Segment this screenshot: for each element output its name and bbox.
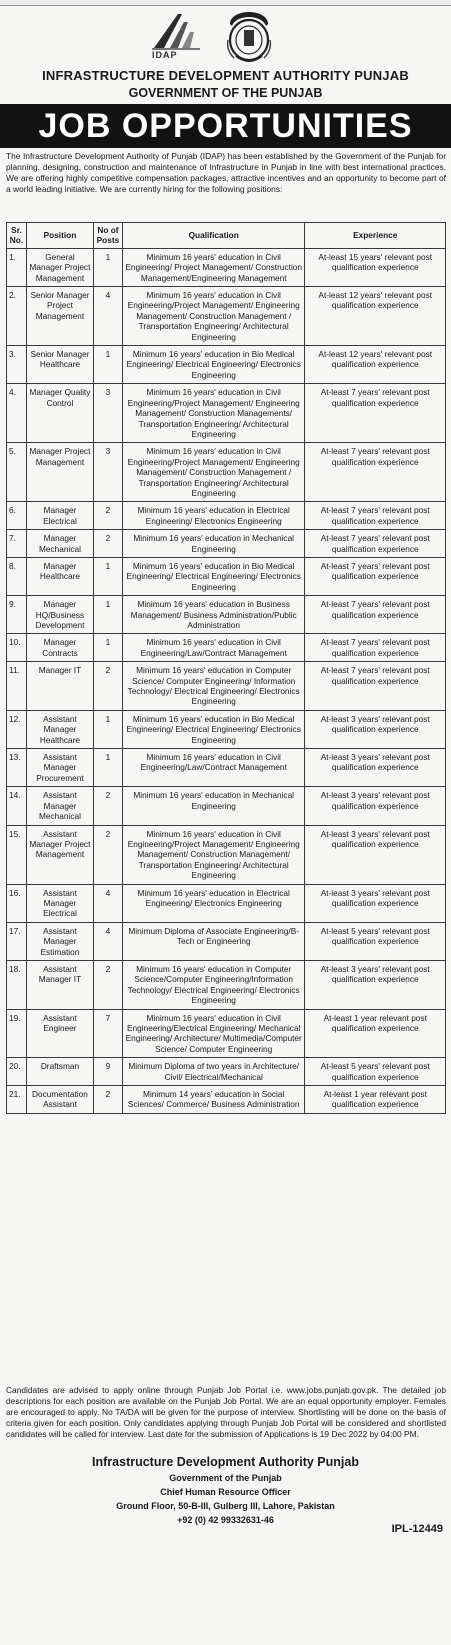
row-no-of-posts: 2 <box>93 1086 122 1114</box>
row-no-of-posts: 1 <box>93 634 122 662</box>
row-position: Assistant Engineer <box>26 1009 93 1058</box>
contact-organization: Infrastructure Development Authority Punjab <box>92 1455 359 1469</box>
table-row <box>7 662 446 711</box>
row-qualification: Minimum 16 years' education in Computer Science/Computer Engineering/Information Technology/ Electrical Engineering/ Electronics Engineering <box>122 960 305 1009</box>
row-experience: At-least 3 years' relevant post qualification experience <box>305 787 446 825</box>
row-experience: At-least 3 years' relevant post qualification experience <box>305 710 446 748</box>
row-qualification: Minimum 16 years' education in Electrical Engineering/ Electronics Engineering <box>122 502 305 530</box>
row-experience: At-least 7 years' relevant post qualification experience <box>305 384 446 443</box>
row-sr-no: 21. <box>7 1086 27 1114</box>
row-qualification: Minimum Diploma of Associate Engineering/B-Tech or Engineering <box>122 922 305 960</box>
table-row <box>7 634 446 662</box>
row-position: Assistant Manager Procurement <box>26 749 93 787</box>
row-position: Assistant Manager Project Management <box>26 825 93 884</box>
top-clipped-strip <box>0 0 451 6</box>
table-row <box>7 825 446 884</box>
table-row <box>7 346 446 384</box>
table-row <box>7 749 446 787</box>
row-sr-no: 1. <box>7 248 27 286</box>
row-position: Manager HQ/Business Development <box>26 596 93 634</box>
table-row <box>7 884 446 922</box>
row-qualification: Minimum 16 years' education in Civil Engineering/Electrical Engineering/ Mechanical Engineering/ Architecture/ Multimedia/Computer Science/ Computer Engineering <box>122 1009 305 1058</box>
row-no-of-posts: 2 <box>93 825 122 884</box>
row-sr-no: 11. <box>7 662 27 711</box>
table-row <box>7 922 446 960</box>
row-no-of-posts: 2 <box>93 502 122 530</box>
row-experience: At-least 15 years' relevant post qualification experience <box>305 248 446 286</box>
row-experience: At-least 5 years' relevant post qualification experience <box>305 922 446 960</box>
row-no-of-posts: 3 <box>93 384 122 443</box>
row-no-of-posts: 1 <box>93 346 122 384</box>
row-sr-no: 2. <box>7 287 27 346</box>
row-experience: At-least 7 years' relevant post qualification experience <box>305 443 446 502</box>
contact-address: Ground Floor, 50-B-III, Gulberg III, Lahore, Pakistan <box>116 1501 335 1511</box>
row-no-of-posts: 2 <box>93 662 122 711</box>
positions-table <box>6 222 446 1114</box>
row-qualification: Minimum Diploma of two years in Architecture/ Civil/ Electrical/Mechanical <box>122 1058 305 1086</box>
table-row <box>7 384 446 443</box>
row-sr-no: 7. <box>7 530 27 558</box>
application-instructions: Candidates are advised to apply online through Punjab Job Portal i.e. www.jobs.punjab.gov.pk. The detailed job descriptions for each position are available on the Punjab Job Portal. We are an equal opportunity employer. Females are encouraged to apply. No TA/DA will be given for the purpose of interview. Shortlisting will be done on the basis of criteria given for each position. Only candidates applying through Punjab Job Portal will be considered and shortlisted candidates will be called for interview. Last date for the submission of Applications is 19 Dec 2022 by 04:00 PM. <box>6 1385 446 1439</box>
row-no-of-posts: 2 <box>93 530 122 558</box>
row-sr-no: 8. <box>7 557 27 595</box>
table-row <box>7 557 446 595</box>
row-sr-no: 17. <box>7 922 27 960</box>
row-no-of-posts: 4 <box>93 287 122 346</box>
row-position: General Manager Project Management <box>26 248 93 286</box>
row-sr-no: 3. <box>7 346 27 384</box>
row-experience: At-least 12 years' relevant post qualification experience <box>305 287 446 346</box>
table-row <box>7 787 446 825</box>
row-no-of-posts: 4 <box>93 922 122 960</box>
idap-logo-text: IDAP <box>152 50 178 60</box>
row-position: Manager IT <box>26 662 93 711</box>
row-sr-no: 4. <box>7 384 27 443</box>
table-row <box>7 530 446 558</box>
row-no-of-posts: 1 <box>93 749 122 787</box>
row-qualification: Minimum 16 years' education in Civil Engineering/Project Management/ Engineering Management/ Construction Management / Transportation Engineering/ Architectural Engineering <box>122 287 305 346</box>
row-no-of-posts: 4 <box>93 884 122 922</box>
row-qualification: Minimum 16 years' education in Civil Engineering/Project Management/ Engineering Management/ Construction Managements/ Transportation Engineering/ Architectural Engineering <box>122 384 305 443</box>
row-position: Assistant Manager Mechanical <box>26 787 93 825</box>
row-qualification: Minimum 16 years' education in Bio Medical Engineering/ Electrical Engineering/ Electronics Engineering <box>122 346 305 384</box>
header-experience: Experience <box>305 223 446 249</box>
logo-header <box>0 10 451 66</box>
row-qualification: Minimum 16 years' education in Civil Engineering/Law/Contract Management <box>122 634 305 662</box>
row-experience: At-least 1 year relevant post qualification experience <box>305 1009 446 1058</box>
advertisement-reference: IPL-12449 <box>391 1523 443 1535</box>
row-sr-no: 15. <box>7 825 27 884</box>
row-qualification: Minimum 14 years' education in Social Sciences/ Commerce/ Business Administration <box>122 1086 305 1114</box>
row-qualification: Minimum 16 years' education in Civil Engineering/Project Management/ Engineering Management/ Construction Management/ Transportation Engineering/ Architectural Engineering <box>122 825 305 884</box>
row-sr-no: 9. <box>7 596 27 634</box>
row-qualification: Minimum 16 years' education in Civil Engineering/Law/Contract Management <box>122 749 305 787</box>
table-row <box>7 710 446 748</box>
row-experience: At-least 12 years' relevant post qualification experience <box>305 346 446 384</box>
row-experience: At-least 3 years' relevant post qualification experience <box>305 884 446 922</box>
row-sr-no: 14. <box>7 787 27 825</box>
row-no-of-posts: 1 <box>93 710 122 748</box>
government-seal-icon <box>220 10 278 66</box>
row-sr-no: 16. <box>7 884 27 922</box>
row-experience: At-least 3 years' relevant post qualification experience <box>305 825 446 884</box>
header-position: Position <box>26 223 93 249</box>
contact-phone: +92 (0) 42 99332631-46 <box>177 1515 274 1525</box>
header-sr-no: Sr. No. <box>7 223 27 249</box>
row-position: Senior Manager Healthcare <box>26 346 93 384</box>
row-position: Draftsman <box>26 1058 93 1086</box>
intro-paragraph: The Infrastructure Development Authority of Punjab (IDAP) has been established by the Government of the Punjab for planning, designing, construction and maintenance of Infrastructure in Punjab in line with best international practices. We are offering highly competitive compensation packages, attractive incentives and an opportunity to become part of a world leading initiative. We are currently hiring for the following positions: <box>6 151 446 194</box>
row-qualification: Minimum 16 years' education in Mechanical Engineering <box>122 530 305 558</box>
table-row <box>7 248 446 286</box>
row-no-of-posts: 3 <box>93 443 122 502</box>
row-qualification: Minimum 16 years' education in Civil Engineering/Project Management/ Engineering Management/ Construction Management / Transportation Engineering/ Architectural Engineering <box>122 443 305 502</box>
row-no-of-posts: 2 <box>93 787 122 825</box>
row-qualification: Minimum 16 years' education in Bio Medical Engineering/ Electrical Engineering/ Electronics Engineering <box>122 557 305 595</box>
row-no-of-posts: 1 <box>93 248 122 286</box>
row-position: Manager Contracts <box>26 634 93 662</box>
row-experience: At-least 7 years' relevant post qualification experience <box>305 596 446 634</box>
row-qualification: Minimum 16 years' education in Electrical Engineering/ Electronics Engineering <box>122 884 305 922</box>
table-row <box>7 502 446 530</box>
positions-table-body <box>7 248 446 1113</box>
header-no-of-posts: No of Posts <box>93 223 122 249</box>
row-no-of-posts: 9 <box>93 1058 122 1086</box>
table-row <box>7 443 446 502</box>
row-no-of-posts: 2 <box>93 960 122 1009</box>
row-position: Manager Healthcare <box>26 557 93 595</box>
row-experience: At-least 7 years' relevant post qualification experience <box>305 530 446 558</box>
row-no-of-posts: 1 <box>93 596 122 634</box>
row-no-of-posts: 1 <box>93 557 122 595</box>
row-qualification: Minimum 16 years' education in Mechanical Engineering <box>122 787 305 825</box>
row-sr-no: 19. <box>7 1009 27 1058</box>
row-experience: At-least 5 years' relevant post qualification experience <box>305 1058 446 1086</box>
row-sr-no: 6. <box>7 502 27 530</box>
contact-officer: Chief Human Resource Officer <box>160 1487 291 1497</box>
row-qualification: Minimum 16 years' education in Computer Science/ Computer Engineering/ Information Technology/ Electrical Engineering/ Electronics Engineering <box>122 662 305 711</box>
table-header-row <box>7 223 446 249</box>
row-position: Manager Project Management <box>26 443 93 502</box>
row-position: Manager Quality Control <box>26 384 93 443</box>
row-position: Manager Mechanical <box>26 530 93 558</box>
row-qualification: Minimum 16 years' education in Bio Medical Engineering/ Electrical Engineering/ Electronics Engineering <box>122 710 305 748</box>
government-title: GOVERNMENT OF THE PUNJAB <box>128 86 323 100</box>
row-sr-no: 5. <box>7 443 27 502</box>
contact-government: Government of the Punjab <box>169 1473 282 1483</box>
row-experience: At-least 3 years' relevant post qualification experience <box>305 749 446 787</box>
header-qualification: Qualification <box>122 223 305 249</box>
table-row <box>7 1009 446 1058</box>
row-experience: At-least 3 years' relevant post qualification experience <box>305 960 446 1009</box>
row-no-of-posts: 7 <box>93 1009 122 1058</box>
job-opportunities-banner: JOB OPPORTUNITIES <box>0 104 451 148</box>
row-position: Assistant Manager Healthcare <box>26 710 93 748</box>
row-qualification: Minimum 16 years' education in Civil Engineering/ Project Management/ Construction Management/Engineering Management <box>122 248 305 286</box>
row-sr-no: 10. <box>7 634 27 662</box>
row-qualification: Minimum 16 years' education in Business Management/ Business Administration/Public Administration <box>122 596 305 634</box>
row-experience: At-least 7 years' relevant post qualification experience <box>305 557 446 595</box>
row-position: Documentation Assistant <box>26 1086 93 1114</box>
row-position: Assistant Manager Electrical <box>26 884 93 922</box>
row-sr-no: 18. <box>7 960 27 1009</box>
row-experience: At-least 1 year relevant post qualification experience <box>305 1086 446 1114</box>
table-row <box>7 596 446 634</box>
row-sr-no: 20. <box>7 1058 27 1086</box>
row-position: Assistant Manager Estimation <box>26 922 93 960</box>
row-experience: At-least 7 years' relevant post qualification experience <box>305 634 446 662</box>
contact-block <box>0 1449 451 1525</box>
row-sr-no: 13. <box>7 749 27 787</box>
table-row <box>7 1058 446 1086</box>
row-position: Senior Manager Project Management <box>26 287 93 346</box>
organization-title: INFRASTRUCTURE DEVELOPMENT AUTHORITY PUNJAB <box>42 68 409 83</box>
row-experience: At-least 7 years' relevant post qualification experience <box>305 502 446 530</box>
row-sr-no: 12. <box>7 710 27 748</box>
row-experience: At-least 7 years' relevant post qualification experience <box>305 662 446 711</box>
table-row <box>7 287 446 346</box>
row-position: Manager Electrical <box>26 502 93 530</box>
table-row <box>7 1086 446 1114</box>
row-position: Assistant Manager IT <box>26 960 93 1009</box>
table-row <box>7 960 446 1009</box>
